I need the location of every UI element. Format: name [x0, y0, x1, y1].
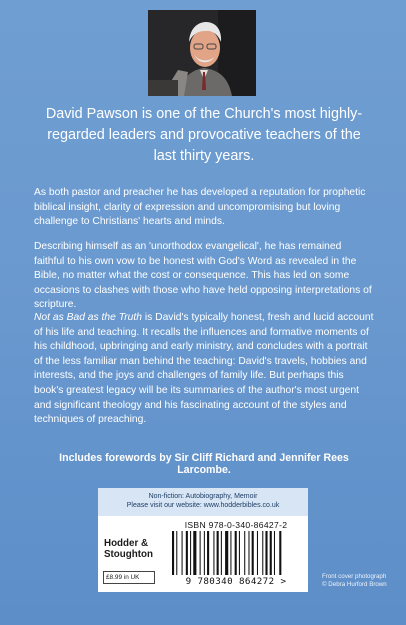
publisher-panel [98, 516, 164, 592]
genre-label: Non-fiction: Autobiography, Memoir [148, 493, 258, 500]
lead-statement: David Pawson is one of the Church's most highly-regarded leaders and provocative teachers of the last thirty years. [45, 106, 363, 164]
publisher-logo [104, 538, 153, 560]
barcode-icon [168, 531, 304, 575]
photo-credit-line1: Front cover photograph [322, 573, 387, 580]
book-summary-text: is David's typically honest, fresh and lucid account of his life and teaching. It recalls the influences and formative moments of his childhood, upbringing and early ministry, and concludes with a portrait of the less familiar man behind the teaching: David's travels, hobbies and interests, and the joys and challenges of family life. But perhaps this book's greatest legacy will be its summaries of the author's most urgent and significant theology and his fascinating account of the styles and techniques of preaching. [34, 312, 374, 426]
paragraph-reputation: As both pastor and preacher he has developed a reputation for prophetic biblical insight, clarity of expression and uncompromising but loving challenge to Christians' hearts and minds. [34, 187, 366, 228]
book-title: Not as Bad as the Truth [34, 312, 142, 323]
genre-box [98, 488, 308, 516]
price-label: £8.99 in UK [103, 571, 155, 584]
ean-number: 9 780340 864272 > [185, 576, 287, 587]
photo-credit-line2: © Debra Hurford Brown [322, 581, 387, 588]
photo-credit [322, 573, 402, 589]
author-photo [148, 10, 256, 96]
website-label: Please visit our website: www.hodderbibles.co.uk [126, 502, 280, 509]
forewords-note: Includes forewords by Sir Cliff Richard and Jennifer Rees Larcombe. [59, 452, 349, 476]
paragraph-book-summary [34, 311, 374, 428]
publisher-name-line2: Stoughton [104, 549, 153, 560]
paragraph-evangelical: Describing himself as an 'unorthodox evangelical', he has remained faithful to his own vow to be honest with God's Word as revealed in the Bible, no matter what the cost or consequence. This has led on some occasions to clashes with those who have held opposing interpretations of scripture. [34, 241, 372, 311]
publisher-name-line1: Hodder & [104, 538, 149, 549]
barcode-panel [164, 516, 308, 592]
isbn-label: ISBN 978-0-340-86427-2 [184, 520, 288, 530]
